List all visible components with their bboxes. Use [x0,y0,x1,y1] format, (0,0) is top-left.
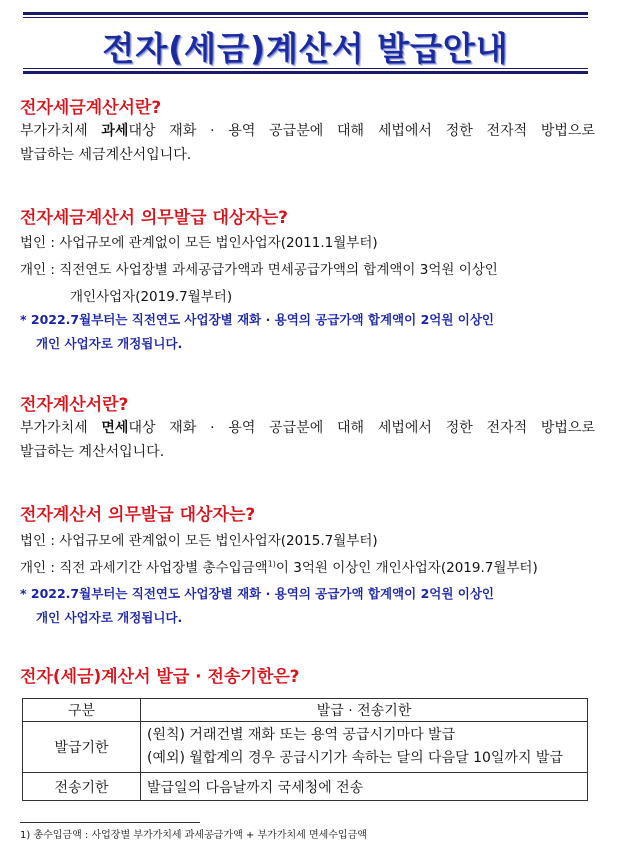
table-header-row [23,699,588,722]
revision-note-line-1: * 2022.7월부터는 직전연도 사업장별 재화 · 용역의 공급가액 합계액이 2억원 이상인 [20,312,494,327]
column-header: 구분 [23,699,141,722]
body-line-2: 발급하는 세금계산서입니다. [20,147,192,163]
section-heading-e-invoice-mandatory: 전자계산서 의무발급 대상자는? [20,505,256,525]
footnote-ref: 1) [267,559,276,569]
row-content [141,722,588,773]
corp-line: 법인 : 사업규모에 관계없이 모든 법인사업자(2011.1월부터) [20,235,378,251]
footnote: 1) 총수입금액 : 사업장별 부가가치세 과세공급가액 + 부가가치세 면세수입금액 [20,830,367,841]
body-line-2: 발급하는 계산서입니다. [20,444,165,460]
section-body-e-invoice [20,416,595,464]
corp-line: 법인 : 사업규모에 관계없이 모든 법인사업자(2015.7월부터) [20,533,378,549]
table-row [23,773,588,801]
text-segment: 대상 재화 · 용역 공급분에 대해 세법에서 정한 전자적 방법으로 [128,123,595,139]
row-label: 전송기한 [23,773,141,801]
banner-top-thin-rule [23,17,588,18]
row-content: 발급일의 다음날까지 국세청에 전송 [141,773,588,801]
banner-bottom-thin-rule [23,68,588,69]
section-heading-e-tax-invoice: 전자세금계산서란? [20,98,162,118]
footnote-divider [20,822,200,823]
indiv-line [20,556,538,576]
page-title: 전자(세금)계산서 발급안내 [102,29,509,68]
body-line-1 [20,119,595,143]
section-heading-e-invoice: 전자계산서란? [20,395,129,415]
text-segment: 부가가치세 [20,123,102,139]
text-segment: 개인 : 직전 과세기간 사업장별 총수입금액 [20,560,268,576]
deadline-table [22,698,588,801]
bold-keyword: 과세 [101,123,129,139]
indiv-line-2: 개인사업자(2019.7월부터) [70,289,233,305]
section-body-e-tax-invoice [20,119,595,167]
banner-top-rule [23,12,588,15]
row-content-line: (예외) 월합계의 경우 공급시기가 속하는 달의 다음달 10일까지 발급 [147,750,563,766]
banner-bottom-rule [23,71,588,74]
body-line-1 [20,416,595,440]
text-segment: 이 3억원 이상인 개인사업자(2019.7월부터) [275,560,538,576]
revision-note-line-2: 개인 사업자로 개정됩니다. [36,336,183,351]
table-row [23,722,588,773]
section-heading-e-tax-mandatory: 전자세금계산서 의무발급 대상자는? [20,208,289,228]
section-heading-deadline: 전자(세금)계산서 발급 · 전송기한은? [20,667,300,687]
row-content-line: (원칙) 거래건별 재화 또는 용역 공급시기마다 발급 [147,727,456,743]
title-banner [23,12,588,74]
text-segment: 부가가치세 [20,420,102,436]
indiv-line-1: 개인 : 직전연도 사업장별 과세공급가액과 면세공급가액의 합계액이 3억원 이상인 [20,262,498,278]
bold-keyword: 면세 [101,420,129,436]
row-label: 발급기한 [23,722,141,773]
revision-note-line-1: * 2022.7월부터는 직전연도 사업장별 재화 · 용역의 공급가액 합계액이 2억원 이상인 [20,586,494,601]
revision-note-line-2: 개인 사업자로 개정됩니다. [36,610,183,625]
text-segment: 대상 재화 · 용역 공급분에 대해 세법에서 정한 전자적 방법으로 [128,420,595,436]
column-header: 발급 · 전송기한 [141,699,588,722]
